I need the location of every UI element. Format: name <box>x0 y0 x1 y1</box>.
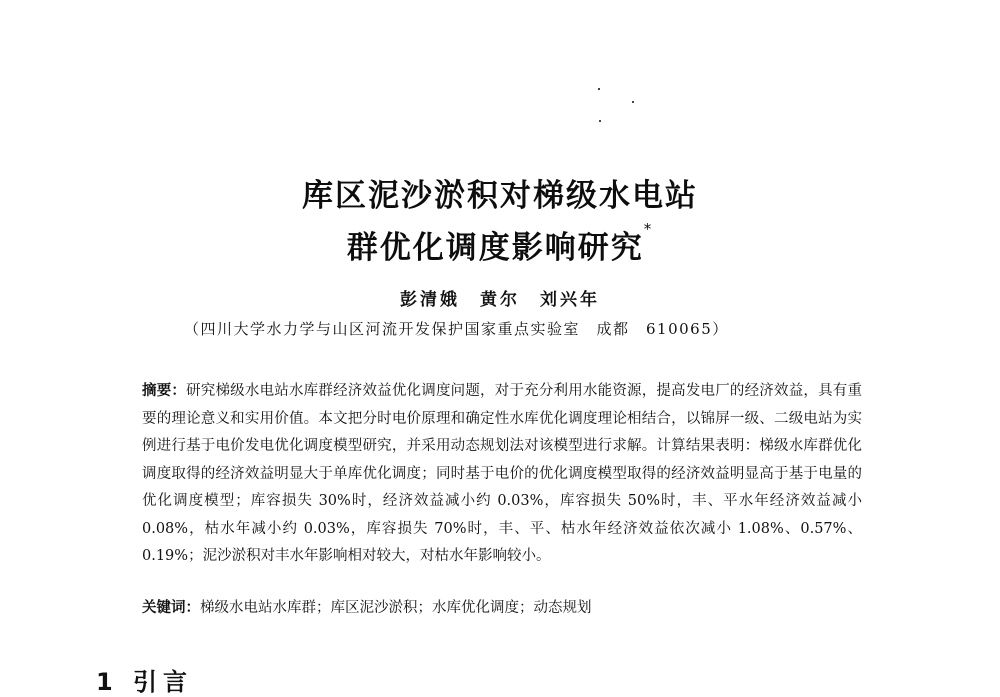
section-heading: 1 引言 <box>96 668 194 696</box>
abstract-label: 摘要： <box>142 383 187 399</box>
keywords <box>142 596 862 617</box>
scan-speck <box>599 120 601 122</box>
title-footnote-mark: * <box>643 220 654 238</box>
paper-title-line-2 <box>0 222 1000 267</box>
affiliation: （四川大学水力学与山区河流开发保护国家重点实验室 成都 610065） <box>184 320 729 338</box>
authors: 彭清娥 黄尔 刘兴年 <box>400 290 600 310</box>
scan-speck <box>598 88 600 90</box>
paper-title-line-1: 库区泥沙淤积对梯级水电站 <box>302 178 698 214</box>
scan-speck <box>632 101 634 103</box>
abstract <box>142 378 862 571</box>
keywords-label: 关键词： <box>142 600 200 616</box>
keywords-text: 梯级水电站水库群；库区泥沙淤积；水库优化调度；动态规划 <box>200 600 592 616</box>
abstract-text: 研究梯级水电站水库群经济效益优化调度问题，对于充分利用水能资源，提高发电厂的经济效益，具有重要的理论意义和实用价值。本文把分时电价原理和确定性水库优化调度理论相结合，以锦屏一级、二级电站为实例进行基于电价发电优化调度模型研究，并采用动态规划法对该模型进行求解。计算结果表明：梯级水库群优化调度取得的经济效益明显大于单库优化调度；同时基于电价的优化调度模型取得的经济效益明显高于基于电量的优化调度模型；库容损失 30%时，经济效益减小约 0.03%，库容损失 50%时，丰、平水年经济效益减小 0.08%，枯水年减小约 0.03%，库容损失 70%时，丰、平、枯水年经济效益依次减小 1.08%、0.57%、0.19%；泥沙淤积对丰水年影响相对较大，对枯水年影响较小。 <box>142 383 862 564</box>
paper-title-text: 群优化调度影响研究 <box>346 230 644 266</box>
